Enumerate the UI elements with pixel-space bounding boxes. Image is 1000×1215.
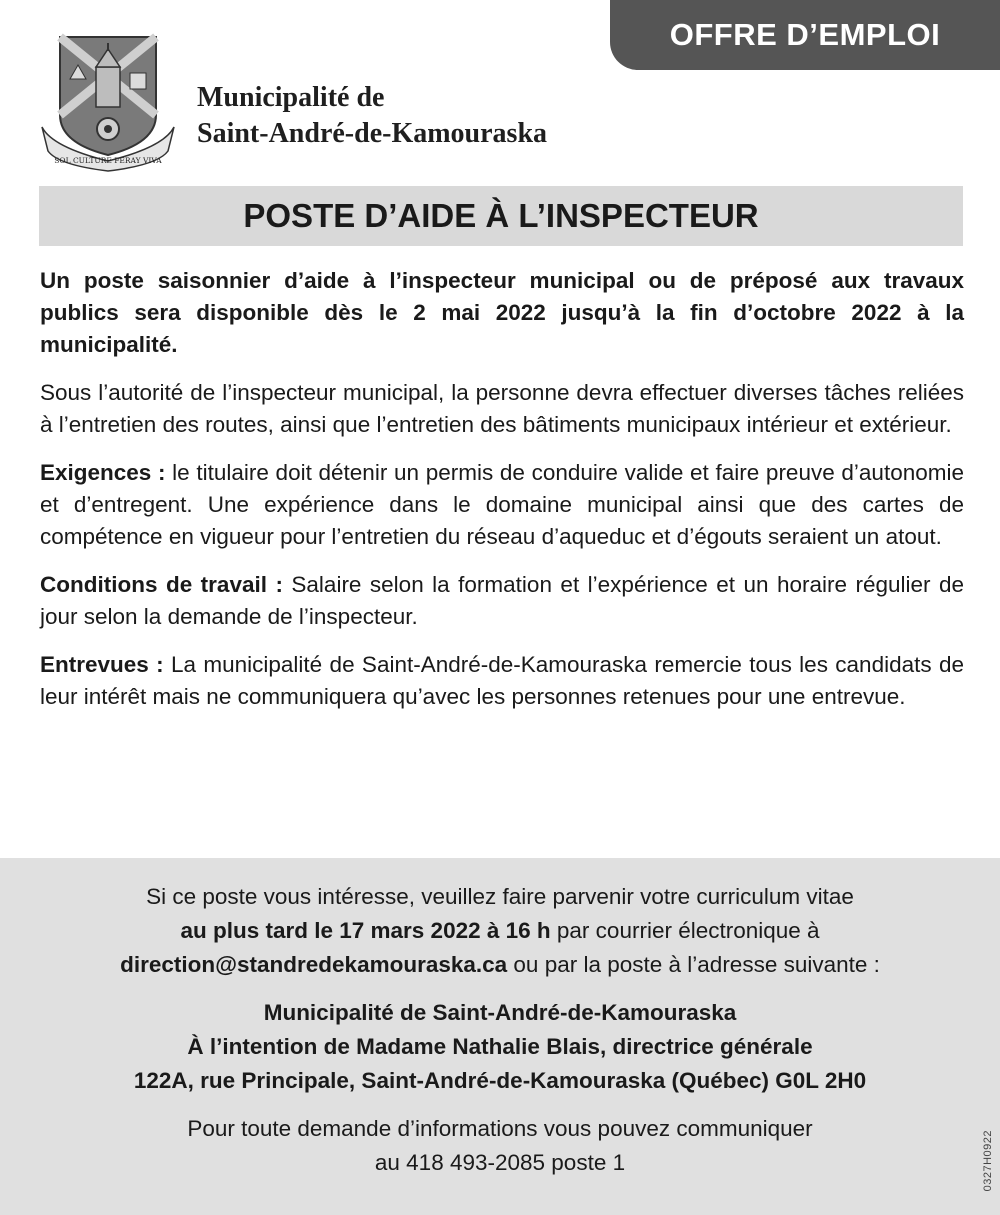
interviews-paragraph <box>40 649 964 713</box>
address-line1: Municipalité de Saint-André-de-Kamouraska <box>263 1000 737 1025</box>
requirements-label: Exigences : <box>40 460 166 485</box>
mailing-address <box>0 996 1000 1098</box>
application-line3-rest: ou par la poste à l’adresse suivante : <box>507 952 880 977</box>
requirements-text: le titulaire doit détenir un permis de conduire valide et faire preuve d’autonomie et d’entregent. Une expérience dans le domaine municipal ainsi que des cartes de compétence en vigueur pour l’entretien du réseau d’aqueduc et d’égouts seraient un atout. <box>40 460 964 549</box>
email-link[interactable]: direction@standredekamouraska.ca <box>120 952 508 977</box>
address-line3: 122A, rue Principale, Saint-André-de-Kamouraska (Québec) G0L 2H0 <box>133 1068 867 1093</box>
authority-paragraph: Sous l’autorité de l’inspecteur municipal, la personne devra effectuer diverses tâches reliées à l’entretien des routes, ainsi que l’entretien des bâtiments municipaux intérieur et extérieur. <box>40 380 964 437</box>
conditions-text: Salaire selon la formation et l’expérience et un horaire régulier de jour selon la demande de l’inspecteur. <box>40 572 964 629</box>
application-line2-rest: par courrier électronique à <box>550 918 820 943</box>
interviews-label: Entrevues : <box>40 652 164 677</box>
ad-reference-code: 0327H0922 <box>982 1130 994 1192</box>
job-title-bar <box>39 186 963 246</box>
application-contact-box <box>0 858 1000 1215</box>
info-contact <box>0 1112 1000 1180</box>
application-instructions <box>0 858 1000 982</box>
job-offer-badge <box>610 0 1000 70</box>
municipality-name-line2: Saint-André-de-Kamouraska <box>197 118 548 149</box>
svg-text:SOL CULTURE FERAY VIVA: SOL CULTURE FERAY VIVA <box>54 156 162 165</box>
municipality-name <box>197 80 547 152</box>
application-line3 <box>0 948 1000 982</box>
deadline-text: au plus tard le 17 mars 2022 à 16 h <box>180 918 551 943</box>
intro-paragraph: Un poste saisonnier d’aide à l’inspecteur municipal ou de préposé aux travaux publics sera disponible dès le 2 mai 2022 jusqu’à la fin d’octobre 2022 à la municipalité. <box>40 268 964 357</box>
interviews-text: La municipalité de Saint-André-de-Kamouraska remercie tous les candidats de leur intérêt mais ne communiquera qu’avec les personnes retenues pour une entrevue. <box>40 652 964 709</box>
conditions-paragraph <box>40 569 964 633</box>
info-line1: Pour toute demande d’informations vous pouvez communiquer <box>187 1116 813 1141</box>
job-description <box>40 265 964 729</box>
application-line1: Si ce poste vous intéresse, veuillez faire parvenir votre curriculum vitae <box>146 884 854 909</box>
municipality-name-line1: Municipalité de <box>197 82 385 113</box>
application-line2 <box>0 914 1000 948</box>
job-title: POSTE D’AIDE À L’INSPECTEUR <box>243 197 759 234</box>
municipal-crest-logo <box>38 33 178 173</box>
job-offer-badge-label: OFFRE D’EMPLOI <box>669 17 941 52</box>
conditions-label: Conditions de travail : <box>40 572 283 597</box>
address-line2: À l’intention de Madame Nathalie Blais, directrice générale <box>187 1034 813 1059</box>
requirements-paragraph <box>40 457 964 553</box>
info-line2: au 418 493-2085 poste 1 <box>374 1150 626 1175</box>
